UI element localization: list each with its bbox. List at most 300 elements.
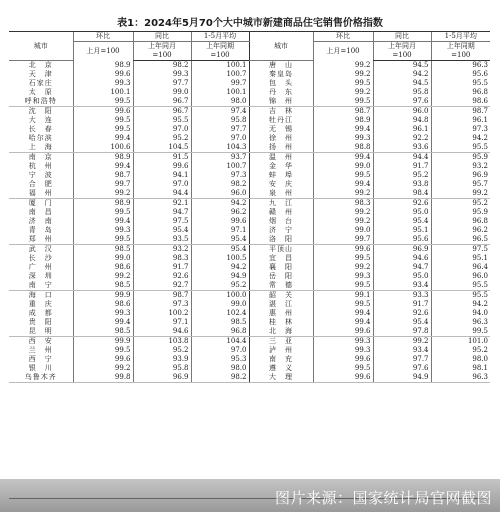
- cell-mom-left: 99.5: [73, 346, 133, 355]
- cell-avg-right: 95.2: [431, 346, 490, 355]
- cell-city-right: 泸 州: [249, 346, 313, 355]
- table-row: [9, 79, 490, 88]
- cell-yoy-left: 94.6: [133, 327, 191, 337]
- cell-avg-right: 98.1: [431, 364, 490, 373]
- table-row: [9, 217, 490, 226]
- cell-yoy-left: 100.2: [133, 309, 191, 318]
- cell-mom-left: 99.9: [73, 337, 133, 347]
- cell-city-left: 太 原: [28, 88, 53, 96]
- cell-avg-left: 97.0: [191, 134, 249, 143]
- cell-mom-left: 99.4: [73, 217, 133, 226]
- cell-mom-left: 98.7: [73, 171, 133, 180]
- cell-avg-right: 95.9: [431, 153, 490, 163]
- cell-mom-left: 99.5: [73, 235, 133, 245]
- cell-mom-left: 99.4: [73, 162, 133, 171]
- cell-yoy-right: 99.2: [373, 337, 431, 347]
- cell-yoy-right: 98.4: [373, 189, 431, 199]
- cell-avg-right: 96.8: [431, 217, 490, 226]
- cell-avg-right: 99.2: [431, 189, 490, 199]
- cell-yoy-left: 97.1: [133, 318, 191, 327]
- cell-yoy-left: 92.6: [133, 272, 191, 281]
- cell-avg-left: 95.3: [191, 355, 249, 364]
- cell-yoy-left: 103.8: [133, 337, 191, 347]
- cell-city-right: 遵 义: [249, 364, 313, 373]
- table-row: [9, 235, 490, 245]
- cell-city-left: 青 岛: [28, 226, 53, 234]
- cell-yoy-right: 94.7: [373, 263, 431, 272]
- cell-avg-right: 94.2: [431, 134, 490, 143]
- cell-yoy-right: 95.4: [373, 318, 431, 327]
- cell-avg-left: 98.0: [191, 364, 249, 373]
- cell-yoy-right: 95.2: [373, 171, 431, 180]
- cell-yoy-right: 93.8: [373, 180, 431, 189]
- cell-mom-right: 99.6: [313, 355, 373, 364]
- cell-mom-left: 98.9: [73, 153, 133, 163]
- cell-city-left: 西 宁: [28, 355, 53, 363]
- cell-avg-right: 95.2: [431, 199, 490, 209]
- cell-mom-left: 99.9: [73, 291, 133, 301]
- cell-avg-left: 94.2: [191, 199, 249, 209]
- cell-yoy-left: 99.0: [133, 88, 191, 97]
- cell-yoy-right: 97.8: [373, 327, 431, 337]
- cell-city-left: 郑 州: [9, 235, 73, 245]
- cell-mom-right: 99.5: [313, 300, 373, 309]
- cell-city-left: 福 州: [9, 189, 73, 199]
- cell-mom-right: 99.2: [313, 208, 373, 217]
- cell-avg-left: 102.4: [191, 309, 249, 318]
- cell-avg-right: 95.5: [431, 291, 490, 301]
- cell-city-left: 乌鲁木齐: [9, 373, 73, 383]
- table-row: [9, 300, 490, 309]
- cell-avg-right: 96.3: [431, 373, 490, 383]
- cell-mom-left: 99.5: [73, 116, 133, 125]
- cell-city-left: 南 宁: [9, 281, 73, 291]
- cell-avg-left: 98.0: [191, 97, 249, 107]
- cell-avg-left: 97.7: [191, 125, 249, 134]
- price-index-grid: [9, 32, 490, 383]
- cell-mom-right: 99.6: [313, 327, 373, 337]
- cell-avg-left: 98.5: [191, 318, 249, 327]
- cell-avg-left: 104.4: [191, 337, 249, 347]
- table-row: [9, 180, 490, 189]
- cell-city-left: 大 连: [28, 116, 53, 124]
- cell-mom-left: 99.7: [73, 180, 133, 189]
- cell-avg-right: 98.6: [431, 97, 490, 107]
- table-row: [9, 208, 490, 217]
- cell-city-left: 昆 明: [9, 327, 73, 337]
- cell-yoy-left: 92.1: [133, 199, 191, 209]
- cell-yoy-left: 95.4: [133, 226, 191, 235]
- cell-mom-right: 99.2: [313, 217, 373, 226]
- cell-mom-left: 99.3: [73, 226, 133, 235]
- cell-yoy-left: 94.1: [133, 171, 191, 180]
- header-avg-base-right-2: =100: [431, 51, 490, 61]
- cell-yoy-right: 94.5: [373, 79, 431, 88]
- cell-city-right: 徐 州: [249, 134, 313, 143]
- cell-avg-right: 96.8: [431, 88, 490, 97]
- cell-city-right: 岳 阳: [249, 272, 313, 281]
- cell-yoy-right: 96.9: [373, 245, 431, 255]
- cell-avg-right: 95.9: [431, 208, 490, 217]
- watermark-text: 图片来源：国家统计局官网截图: [274, 489, 492, 507]
- cell-city-left: 南 京: [28, 153, 53, 161]
- cell-mom-right: 99.4: [313, 180, 373, 189]
- header-mom-base-left: 上月=100: [73, 42, 133, 61]
- table-row: [9, 199, 490, 209]
- cell-mom-left: 98.9: [73, 61, 133, 71]
- cell-mom-left: 99.3: [73, 309, 133, 318]
- cell-avg-right: 95.5: [431, 281, 490, 291]
- cell-avg-right: 95.5: [431, 143, 490, 153]
- cell-city-left: 深 圳: [28, 272, 53, 280]
- cell-mom-left: 100.1: [73, 88, 133, 97]
- cell-yoy-left: 94.7: [133, 208, 191, 217]
- cell-mom-right: 99.6: [313, 245, 373, 255]
- cell-yoy-left: 98.2: [133, 61, 191, 71]
- cell-mom-right: 99.6: [313, 373, 373, 383]
- cell-yoy-right: 96.0: [373, 107, 431, 117]
- cell-yoy-right: 95.0: [373, 208, 431, 217]
- cell-mom-left: 99.5: [73, 125, 133, 134]
- cell-mom-right: 99.2: [313, 88, 373, 97]
- cell-avg-right: 96.5: [431, 235, 490, 245]
- cell-yoy-left: 97.0: [133, 180, 191, 189]
- cell-yoy-left: 93.9: [133, 355, 191, 364]
- cell-avg-left: 99.7: [191, 79, 249, 88]
- cell-yoy-left: 95.8: [133, 364, 191, 373]
- cell-yoy-left: 94.4: [133, 189, 191, 199]
- table-row: [9, 107, 490, 117]
- cell-city-right: 金 华: [249, 162, 313, 171]
- header-avg-base-left-1: 上年同期: [191, 42, 249, 52]
- cell-yoy-right: 95.1: [373, 226, 431, 235]
- cell-city-right: 温 州: [249, 153, 313, 163]
- cell-city-left: 成 都: [28, 309, 53, 317]
- cell-city-right: 惠 州: [249, 309, 313, 318]
- header-mom-right: 环比: [313, 32, 373, 42]
- cell-mom-left: 99.4: [73, 318, 133, 327]
- cell-avg-left: 95.4: [191, 235, 249, 245]
- cell-city-left: 兰 州: [28, 346, 53, 354]
- table-row: [9, 272, 490, 281]
- table-row: [9, 364, 490, 373]
- cell-city-left: 南 昌: [28, 208, 53, 216]
- cell-mom-right: 99.5: [313, 281, 373, 291]
- table-row: [9, 373, 490, 383]
- table-title: 表1：2024年5月70个大中城市新建商品住宅销售价格指数: [117, 18, 383, 29]
- cell-city-left: 厦 门: [28, 199, 53, 207]
- header-yoy-base-left-2: =100: [133, 51, 191, 61]
- table-row: [9, 171, 490, 180]
- cell-city-right: 平顶山: [249, 245, 313, 255]
- cell-yoy-right: 93.4: [373, 346, 431, 355]
- image-source-watermark: [0, 479, 500, 512]
- table-row: [9, 70, 490, 79]
- cell-mom-right: 99.4: [313, 309, 373, 318]
- cell-yoy-left: 97.5: [133, 217, 191, 226]
- cell-yoy-left: 92.7: [133, 281, 191, 291]
- cell-mom-right: 99.3: [313, 272, 373, 281]
- cell-yoy-left: 91.5: [133, 153, 191, 163]
- cell-city-right: 大 理: [249, 373, 313, 383]
- cell-avg-left: 100.0: [191, 291, 249, 301]
- price-index-table: [9, 31, 490, 499]
- table-row: [9, 116, 490, 125]
- cell-mom-left: 99.4: [73, 134, 133, 143]
- cell-yoy-left: 91.7: [133, 263, 191, 272]
- cell-city-right: 吉 林: [249, 107, 313, 117]
- cell-mom-right: 98.3: [313, 199, 373, 209]
- cell-city-left: 银 川: [28, 364, 53, 372]
- cell-city-right: 九 江: [249, 199, 313, 209]
- header-city-left: 城市: [9, 32, 73, 61]
- cell-mom-left: 99.6: [73, 107, 133, 117]
- cell-avg-left: 95.2: [191, 281, 249, 291]
- cell-mom-right: 98.8: [313, 143, 373, 153]
- cell-avg-right: 96.3: [431, 61, 490, 71]
- header-mom-left: 环比: [73, 32, 133, 42]
- table-row: [9, 346, 490, 355]
- cell-mom-left: 99.6: [73, 355, 133, 364]
- cell-yoy-left: 104.5: [133, 143, 191, 153]
- cell-avg-left: 99.6: [191, 217, 249, 226]
- cell-yoy-right: 92.2: [373, 134, 431, 143]
- cell-mom-right: 99.3: [313, 337, 373, 347]
- cell-avg-right: 97.5: [431, 245, 490, 255]
- cell-mom-right: 99.1: [313, 291, 373, 301]
- cell-mom-right: 99.3: [313, 134, 373, 143]
- cell-city-left: 广 州: [28, 263, 53, 271]
- cell-mom-right: 99.2: [313, 61, 373, 71]
- cell-yoy-right: 94.9: [373, 373, 431, 383]
- cell-mom-left: 98.6: [73, 263, 133, 272]
- cell-avg-left: 100.5: [191, 254, 249, 263]
- cell-yoy-left: 97.7: [133, 79, 191, 88]
- cell-city-right: 济 宁: [249, 226, 313, 235]
- cell-yoy-left: 95.2: [133, 346, 191, 355]
- cell-mom-left: 99.5: [73, 208, 133, 217]
- table-row: [9, 189, 490, 199]
- table-row: [9, 97, 490, 107]
- cell-yoy-left: 99.6: [133, 162, 191, 171]
- cell-mom-left: 99.5: [73, 97, 133, 107]
- cell-yoy-right: 94.6: [373, 254, 431, 263]
- header-avg-base-right-1: 上年同期: [431, 42, 490, 52]
- cell-city-left: 武 汉: [28, 245, 53, 253]
- header-yoy-base-right-1: 上年同月: [373, 42, 431, 52]
- cell-city-right: 蚌 埠: [249, 171, 313, 180]
- cell-city-left: 石家庄: [28, 79, 53, 87]
- cell-mom-right: 99.5: [313, 79, 373, 88]
- cell-yoy-left: 96.7: [133, 107, 191, 117]
- cell-yoy-left: 96.9: [133, 373, 191, 383]
- cell-avg-right: 101.0: [431, 337, 490, 347]
- cell-yoy-right: 93.6: [373, 143, 431, 153]
- cell-city-left: 合 肥: [28, 180, 53, 188]
- cell-yoy-right: 92.6: [373, 309, 431, 318]
- cell-yoy-right: 96.1: [373, 125, 431, 134]
- cell-yoy-right: 95.8: [373, 88, 431, 97]
- cell-mom-left: 98.9: [73, 199, 133, 209]
- cell-city-right: 韶 关: [249, 291, 313, 301]
- cell-mom-right: 98.7: [313, 107, 373, 117]
- cell-mom-left: 98.5: [73, 281, 133, 291]
- cell-mom-right: 99.5: [313, 171, 373, 180]
- cell-city-left: 重 庆: [28, 300, 53, 308]
- cell-yoy-right: 94.8: [373, 116, 431, 125]
- header-yoy-base-left-1: 上年同月: [133, 42, 191, 52]
- cell-city-right: 烟 台: [249, 217, 313, 226]
- cell-avg-right: 98.0: [431, 355, 490, 364]
- cell-mom-right: 99.5: [313, 364, 373, 373]
- cell-city-right: 安 庆: [249, 180, 313, 189]
- cell-city-left: 上 海: [9, 143, 73, 153]
- cell-city-right: 秦皇岛: [249, 70, 313, 79]
- cell-mom-right: 99.4: [313, 153, 373, 163]
- cell-avg-left: 100.7: [191, 70, 249, 79]
- cell-yoy-left: 99.3: [133, 70, 191, 79]
- cell-mom-right: 99.2: [313, 189, 373, 199]
- table-row: [9, 281, 490, 291]
- cell-city-right: 宜 昌: [249, 254, 313, 263]
- cell-avg-left: 96.0: [191, 189, 249, 199]
- cell-mom-left: 98.6: [73, 300, 133, 309]
- cell-city-left: 天 津: [28, 70, 53, 78]
- cell-city-right: 襄 阳: [249, 263, 313, 272]
- cell-yoy-right: 92.6: [373, 199, 431, 209]
- cell-avg-right: 99.5: [431, 327, 490, 337]
- cell-mom-right: 98.9: [313, 116, 373, 125]
- cell-yoy-right: 94.4: [373, 153, 431, 163]
- header-yoy-right: 同比: [373, 32, 431, 42]
- cell-city-right: 无 锡: [249, 125, 313, 134]
- cell-yoy-left: 93.2: [133, 245, 191, 255]
- cell-city-left: 海 口: [28, 291, 53, 299]
- cell-avg-left: 95.4: [191, 245, 249, 255]
- cell-avg-right: 95.5: [431, 79, 490, 88]
- cell-city-right: 丹 东: [249, 88, 313, 97]
- cell-mom-right: 99.2: [313, 70, 373, 79]
- cell-mom-right: 99.4: [313, 125, 373, 134]
- cell-yoy-right: 94.5: [373, 61, 431, 71]
- cell-city-right: 赣 州: [249, 208, 313, 217]
- cell-city-right: 扬 州: [249, 143, 313, 153]
- cell-city-left: 长 沙: [28, 254, 53, 262]
- cell-avg-left: 100.7: [191, 162, 249, 171]
- cell-yoy-right: 95.6: [373, 235, 431, 245]
- header-city-right: 城市: [249, 32, 313, 61]
- cell-city-left: 宁 波: [28, 171, 53, 179]
- cell-city-right: 锦 州: [249, 97, 313, 107]
- cell-mom-right: 99.5: [313, 254, 373, 263]
- cell-avg-right: 93.2: [431, 162, 490, 171]
- cell-mom-right: 99.3: [313, 346, 373, 355]
- cell-yoy-left: 96.7: [133, 97, 191, 107]
- cell-mom-right: 99.4: [313, 318, 373, 327]
- cell-mom-right: 99.0: [313, 226, 373, 235]
- cell-city-right: 包 头: [249, 79, 313, 88]
- header-avg-base-left-2: =100: [191, 51, 249, 61]
- cell-avg-right: 95.7: [431, 180, 490, 189]
- cell-avg-left: 104.3: [191, 143, 249, 153]
- cell-yoy-left: 97.0: [133, 125, 191, 134]
- cell-city-left: 贵 阳: [28, 318, 53, 326]
- cell-mom-right: 99.2: [313, 263, 373, 272]
- table-row: [9, 291, 490, 301]
- cell-avg-left: 93.7: [191, 153, 249, 163]
- cell-avg-right: 96.4: [431, 263, 490, 272]
- cell-avg-right: 94.0: [431, 309, 490, 318]
- cell-avg-left: 98.2: [191, 373, 249, 383]
- table-row: [9, 254, 490, 263]
- cell-city-left: 济 南: [28, 217, 53, 225]
- cell-city-right: 唐 山: [249, 61, 313, 71]
- table-row: [9, 245, 490, 255]
- table-row: [9, 355, 490, 364]
- cell-yoy-right: 91.7: [373, 162, 431, 171]
- table-row: [9, 327, 490, 337]
- cell-mom-left: 99.6: [73, 70, 133, 79]
- cell-avg-right: 95.6: [431, 70, 490, 79]
- cell-avg-right: 97.3: [431, 125, 490, 134]
- cell-avg-left: 98.2: [191, 180, 249, 189]
- cell-city-right: 南 充: [249, 355, 313, 364]
- cell-city-right: 桂 林: [249, 318, 313, 327]
- cell-mom-left: 99.2: [73, 364, 133, 373]
- table-row: [9, 61, 490, 71]
- cell-avg-left: 94.2: [191, 263, 249, 272]
- cell-avg-left: 97.3: [191, 171, 249, 180]
- header-avg-right: 1-5月平均: [431, 32, 490, 42]
- table-row: [9, 309, 490, 318]
- table-row: [9, 226, 490, 235]
- header-avg-left: 1-5月平均: [191, 32, 249, 42]
- header-mom-base-right: 上月=100: [313, 42, 373, 61]
- cell-city-right: 牡丹江: [249, 116, 313, 125]
- cell-avg-right: 98.7: [431, 107, 490, 117]
- cell-mom-left: 100.6: [73, 143, 133, 153]
- cell-yoy-left: 93.5: [133, 235, 191, 245]
- cell-city-right: 洛 阳: [249, 235, 313, 245]
- table-row: [9, 143, 490, 153]
- cell-city-left: 北 京: [28, 61, 53, 69]
- table-row: [9, 337, 490, 347]
- cell-avg-right: 96.0: [431, 272, 490, 281]
- cell-yoy-right: 95.0: [373, 272, 431, 281]
- cell-avg-left: 97.4: [191, 107, 249, 117]
- cell-mom-left: 99.2: [73, 189, 133, 199]
- cell-avg-left: 96.2: [191, 208, 249, 217]
- cell-mom-left: 99.0: [73, 254, 133, 263]
- cell-city-right: 泉 州: [249, 189, 313, 199]
- cell-yoy-right: 97.7: [373, 355, 431, 364]
- table-row: [9, 153, 490, 163]
- cell-mom-left: 99.2: [73, 272, 133, 281]
- cell-avg-right: 96.9: [431, 171, 490, 180]
- cell-mom-right: 99.7: [313, 235, 373, 245]
- cell-city-left: 哈尔滨: [28, 134, 53, 142]
- cell-mom-left: 99.3: [73, 79, 133, 88]
- cell-mom-right: 99.0: [313, 162, 373, 171]
- cell-avg-right: 96.2: [431, 226, 490, 235]
- table-row: [9, 162, 490, 171]
- cell-mom-left: 98.5: [73, 327, 133, 337]
- cell-avg-left: 100.1: [191, 61, 249, 71]
- cell-city-right: 常 德: [249, 281, 313, 291]
- cell-avg-right: 94.2: [431, 300, 490, 309]
- cell-avg-left: 97.1: [191, 226, 249, 235]
- cell-city-right: 三 亚: [249, 337, 313, 347]
